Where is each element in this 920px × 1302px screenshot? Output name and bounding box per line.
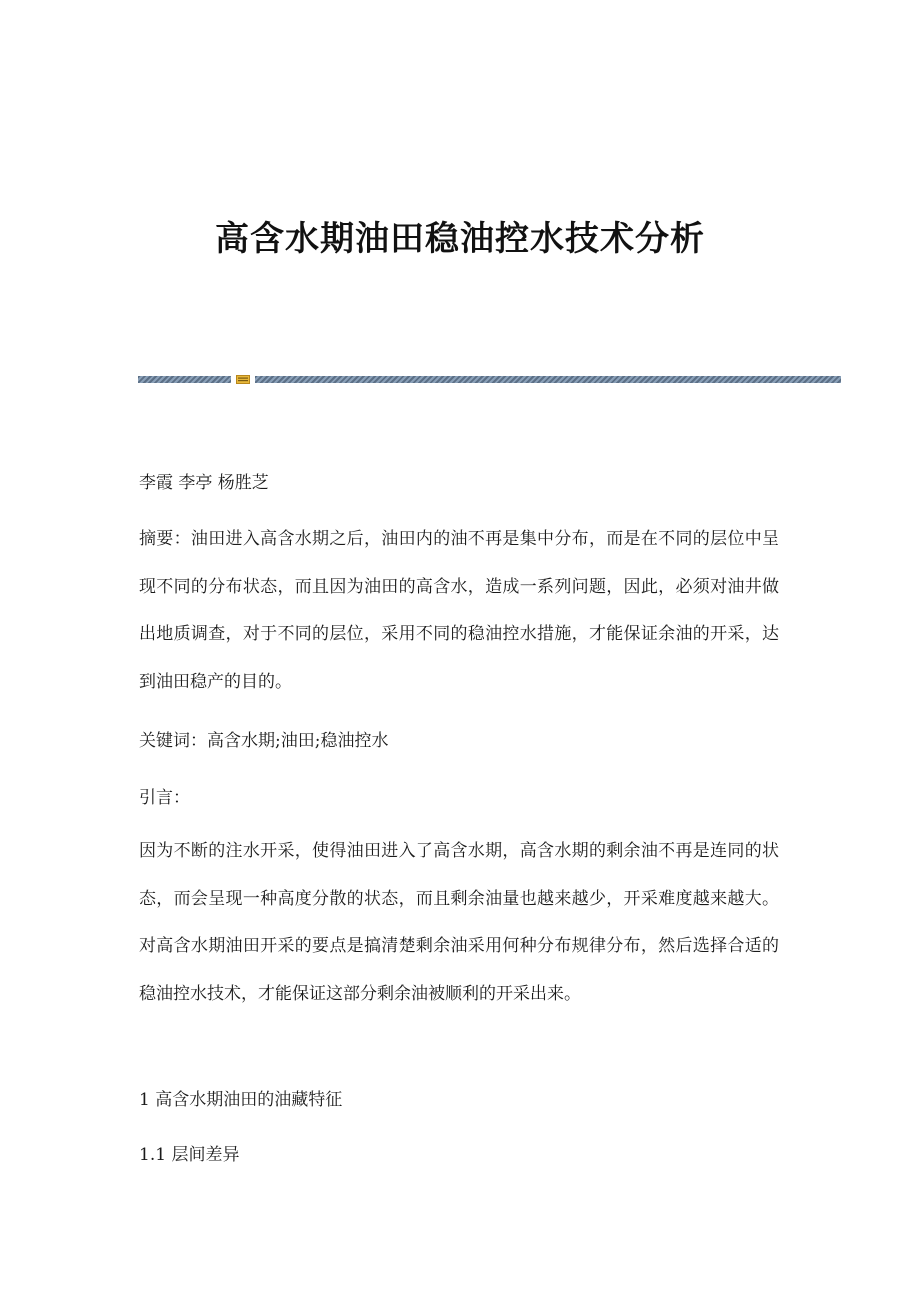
- intro-body: 因为不断的注水开采，使得油田进入了高含水期，高含水期的剩余油不再是连同的状态，而会呈现一种高度分散的状态，而且剩余油量也越来越少，开采难度越来越大。对高含水期油田开采的要点是搞清楚剩余油采用何种分布规律分布，然后选择合适的稳油控水技术，才能保证这部分剩余油被顺利的开采出来。: [139, 841, 779, 1004]
- divider-bar-left: [138, 376, 231, 383]
- intro-heading: 引言：: [139, 788, 190, 808]
- section-heading-1-1: 1.1 层间差异: [139, 1145, 240, 1165]
- page-title: 高含水期油田稳油控水技术分析: [215, 219, 705, 259]
- abstract: 摘要：油田进入高含水期之后，油田内的油不再是集中分布，而是在不同的层位中呈现不同的分布状态，而且因为油田的高含水，造成一系列问题，因此，必须对油井做出地质调查，对于不同的层位，采用不同的稳油控水措施，才能保证余油的开采，达到油田稳产的目的。: [139, 529, 779, 692]
- folder-icon: [236, 374, 250, 384]
- keywords: 关键词：高含水期;油田;稳油控水: [139, 731, 389, 751]
- section-heading-1: 1 高含水期油田的油藏特征: [139, 1090, 343, 1110]
- divider-bar-right: [255, 376, 841, 383]
- title-divider: [138, 374, 841, 384]
- authors: 李霞 李亭 杨胜芝: [139, 473, 269, 493]
